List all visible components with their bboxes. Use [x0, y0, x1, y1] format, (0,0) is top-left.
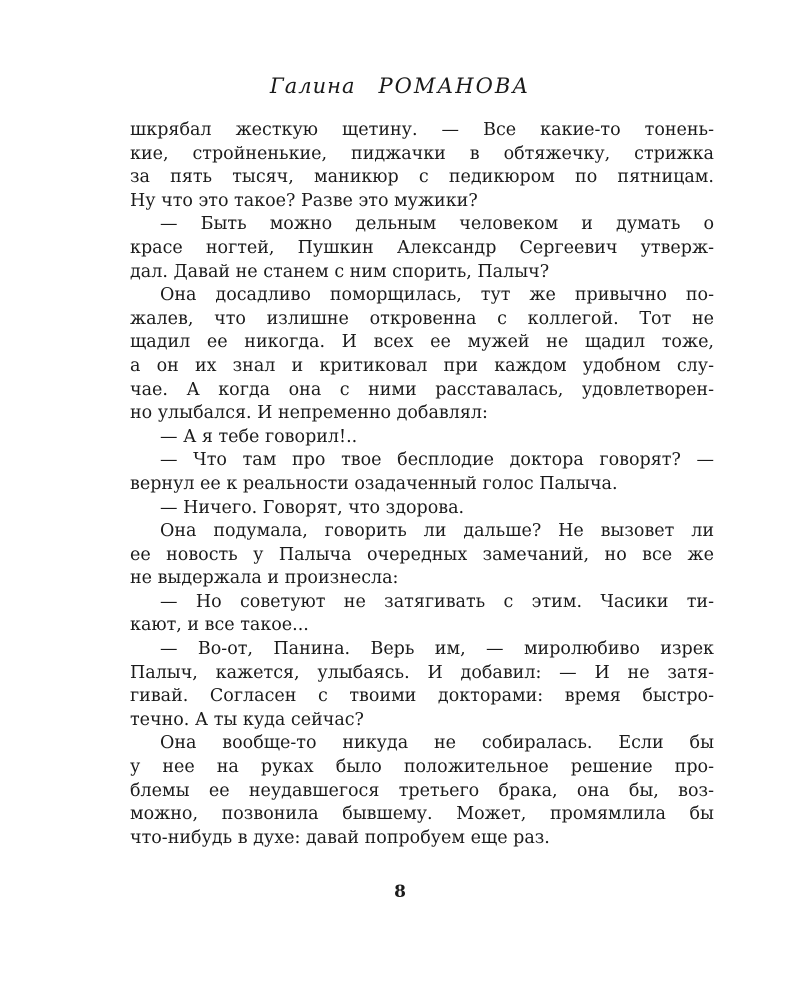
text-line: что-нибудь в духе: давай попробуем еще раз.: [130, 827, 550, 848]
text-line: но улыбался. И непременно добавлял:: [130, 403, 488, 424]
text-line: Палыч, кажется, улыбаясь. И добавил: — И не затя-: [130, 662, 714, 683]
text-line: дал. Давай не станем с ним спорить, Палыч?: [130, 261, 550, 282]
text-line: щадил ее никогда. И всех ее мужей не щадил тоже,: [130, 332, 714, 353]
text-line: ее новость у Палыча очередных замечаний, но все же: [130, 544, 714, 565]
text-line: у нее на руках было положительное решение про-: [130, 757, 714, 778]
text-line: — Во-от, Панина. Верь им, — миролюбиво изрек: [160, 639, 714, 660]
running-header: [0, 74, 800, 98]
text-line: гивай. Согласен с твоими докторами: время быстро-: [130, 686, 714, 707]
author-last-name: РОМАНОВА: [378, 74, 531, 98]
text-line: шкрябал жесткую щетину. — Все какие-то тонень-: [130, 120, 714, 140]
text-line: можно, позвонила бывшему. Может, промямлила бы: [130, 804, 714, 825]
text-line: — А я тебе говорил!..: [160, 426, 358, 447]
body-text: [130, 119, 714, 850]
text-line: — Быть можно дельным человеком и думать о: [160, 214, 714, 235]
text-line: течно. А ты куда сейчас?: [130, 709, 364, 730]
text-line: Она подумала, говорить ли дальше? Не вызовет ли: [160, 521, 714, 542]
text-line: Ну что это такое? Разве это мужики?: [130, 190, 478, 211]
text-line: — Что там про твое бесплодие доктора говорят? —: [160, 450, 714, 471]
text-line: Она вообще-то никуда не собиралась. Если бы: [160, 733, 714, 754]
text-line: а он их знал и критиковал при каждом удобном слу-: [130, 355, 714, 376]
text-line: — Ничего. Говорят, что здорова.: [160, 497, 465, 518]
text-line: кие, стройненькие, пиджачки в обтяжечку, стрижка: [130, 143, 714, 164]
text-line: кают, и все такое...: [130, 615, 309, 636]
text-line: — Но советуют не затягивать с этим. Часики ти-: [160, 591, 714, 612]
text-line: за пять тысяч, маникюр с педикюром по пятницам.: [130, 167, 714, 188]
text-line: жалев, что излишне откровенна с коллегой. Тот не: [130, 308, 714, 329]
text-line: Она досадливо поморщилась, тут же привычно по-: [160, 285, 714, 306]
author-first-name: Галина: [269, 74, 356, 98]
text-line: красе ногтей, Пушкин Александр Сергеевич утверж-: [130, 237, 714, 258]
text-line: чае. А когда она с ними расставалась, удовлетворен-: [130, 379, 714, 400]
text-line: вернул ее к реальности озадаченный голос Палыча.: [130, 473, 618, 494]
text-line: не выдержала и произнесла:: [130, 568, 399, 589]
page-number: 8: [394, 882, 406, 902]
text-line: блемы ее неудавшегося третьего брака, она бы, воз-: [130, 780, 714, 801]
